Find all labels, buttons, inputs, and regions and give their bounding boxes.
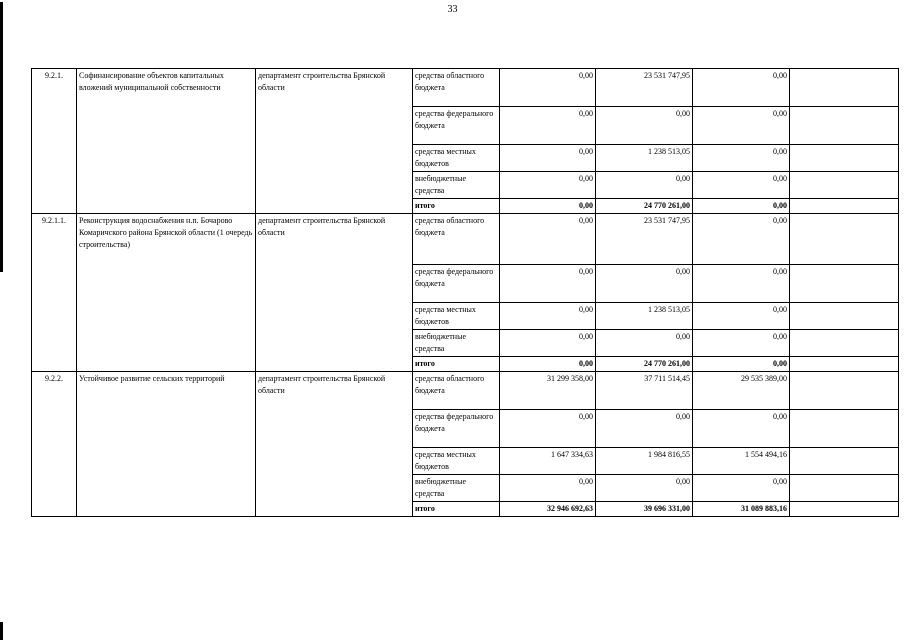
empty-cell [790, 372, 899, 410]
amount-cell: 0,00 [500, 330, 596, 357]
amount-cell: 0,00 [693, 199, 790, 214]
scan-edge-mark [0, 622, 3, 640]
amount-cell: 0,00 [693, 330, 790, 357]
funding-source: итого [413, 502, 500, 517]
amount-cell: 29 535 389,00 [693, 372, 790, 410]
funding-source: средства областного бюджета [413, 69, 500, 107]
empty-cell [790, 199, 899, 214]
amount-cell: 0,00 [693, 172, 790, 199]
amount-cell: 31 299 358,00 [500, 372, 596, 410]
item-name: Реконструкция водоснабжения н.п. Бочарово Комаричского района Брянской области (1 очередь строительства) [77, 214, 256, 372]
amount-cell: 0,00 [693, 265, 790, 303]
amount-cell: 0,00 [596, 330, 693, 357]
empty-cell [790, 475, 899, 502]
budget-table-body [32, 69, 899, 517]
amount-cell: 0,00 [500, 410, 596, 448]
amount-cell: 24 770 261,00 [596, 357, 693, 372]
amount-cell: 0,00 [596, 265, 693, 303]
funding-source: средства местных бюджетов [413, 303, 500, 330]
amount-cell: 0,00 [693, 357, 790, 372]
amount-cell: 1 238 513,05 [596, 303, 693, 330]
funding-source: итого [413, 357, 500, 372]
scan-edge-mark [0, 2, 3, 272]
amount-cell: 32 946 692,63 [500, 502, 596, 517]
item-name: Софинансирование объектов капитальных вложений муниципальной собственности [77, 69, 256, 214]
budget-table [31, 68, 899, 517]
funding-row [32, 214, 899, 265]
empty-cell [790, 303, 899, 330]
amount-cell: 0,00 [596, 410, 693, 448]
amount-cell: 0,00 [500, 145, 596, 172]
empty-cell [790, 214, 899, 265]
funding-row [32, 372, 899, 410]
funding-source: средства местных бюджетов [413, 145, 500, 172]
item-executor: департамент строительства Брянской области [256, 372, 413, 517]
amount-cell: 37 711 514,45 [596, 372, 693, 410]
funding-source: средства федерального бюджета [413, 265, 500, 303]
funding-source: средства федерального бюджета [413, 410, 500, 448]
amount-cell: 0,00 [500, 214, 596, 265]
amount-cell: 39 696 331,00 [596, 502, 693, 517]
amount-cell: 24 770 261,00 [596, 199, 693, 214]
funding-source: средства федерального бюджета [413, 107, 500, 145]
amount-cell: 0,00 [693, 475, 790, 502]
item-name: Устойчивое развитие сельских территорий [77, 372, 256, 517]
amount-cell: 0,00 [596, 107, 693, 145]
funding-source: внебюджетные средства [413, 475, 500, 502]
empty-cell [790, 357, 899, 372]
funding-source: итого [413, 199, 500, 214]
page-number: 33 [447, 4, 458, 15]
empty-cell [790, 69, 899, 107]
amount-cell: 0,00 [500, 69, 596, 107]
empty-cell [790, 448, 899, 475]
amount-cell: 0,00 [500, 107, 596, 145]
amount-cell: 31 089 883,16 [693, 502, 790, 517]
amount-cell: 0,00 [693, 145, 790, 172]
item-executor: департамент строительства Брянской области [256, 69, 413, 214]
item-executor: департамент строительства Брянской области [256, 214, 413, 372]
empty-cell [790, 410, 899, 448]
amount-cell: 0,00 [500, 303, 596, 330]
amount-cell: 1 984 816,55 [596, 448, 693, 475]
funding-source: внебюджетные средства [413, 330, 500, 357]
amount-cell: 0,00 [693, 214, 790, 265]
amount-cell: 0,00 [500, 199, 596, 214]
amount-cell: 23 531 747,95 [596, 69, 693, 107]
amount-cell: 23 531 747,95 [596, 214, 693, 265]
empty-cell [790, 172, 899, 199]
empty-cell [790, 145, 899, 172]
empty-cell [790, 502, 899, 517]
funding-row [32, 69, 899, 107]
item-code: 9.2.2. [32, 372, 77, 517]
item-code: 9.2.1.1. [32, 214, 77, 372]
amount-cell: 1 647 334,63 [500, 448, 596, 475]
amount-cell: 0,00 [693, 69, 790, 107]
amount-cell: 0,00 [500, 357, 596, 372]
item-code: 9.2.1. [32, 69, 77, 214]
funding-source: внебюджетные средства [413, 172, 500, 199]
empty-cell [790, 265, 899, 303]
amount-cell: 0,00 [500, 475, 596, 502]
amount-cell: 0,00 [500, 265, 596, 303]
funding-source: средства областного бюджета [413, 372, 500, 410]
amount-cell: 0,00 [500, 172, 596, 199]
empty-cell [790, 107, 899, 145]
amount-cell: 1 554 494,16 [693, 448, 790, 475]
empty-cell [790, 330, 899, 357]
funding-source: средства местных бюджетов [413, 448, 500, 475]
amount-cell: 0,00 [596, 475, 693, 502]
amount-cell: 0,00 [596, 172, 693, 199]
amount-cell: 1 238 513,05 [596, 145, 693, 172]
amount-cell: 0,00 [693, 107, 790, 145]
amount-cell: 0,00 [693, 410, 790, 448]
amount-cell: 0,00 [693, 303, 790, 330]
funding-source: средства областного бюджета [413, 214, 500, 265]
